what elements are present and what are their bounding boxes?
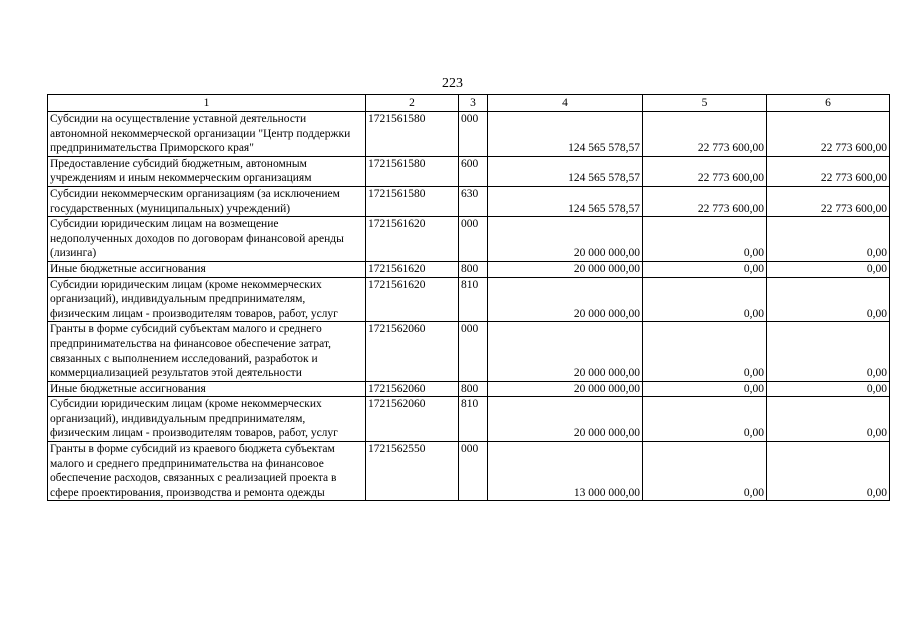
- column-header-5: 5: [643, 95, 767, 112]
- row-code: 1721561580: [366, 186, 459, 216]
- row-value-5: 0,00: [643, 442, 767, 501]
- column-header-4: 4: [488, 95, 643, 112]
- row-type: 800: [459, 261, 488, 277]
- row-name: Иные бюджетные ассигнования: [48, 381, 366, 397]
- row-type: 810: [459, 397, 488, 442]
- table-header-row: [48, 95, 890, 112]
- row-value-5: 0,00: [643, 277, 767, 322]
- row-value-6: 0,00: [767, 261, 890, 277]
- row-value-6: 0,00: [767, 322, 890, 381]
- row-value-6: 0,00: [767, 381, 890, 397]
- row-value-5: 22 773 600,00: [643, 186, 767, 216]
- row-value-6: 0,00: [767, 217, 890, 262]
- row-value-4: 20 000 000,00: [488, 397, 643, 442]
- row-code: 1721561620: [366, 217, 459, 262]
- row-value-5: 22 773 600,00: [643, 112, 767, 157]
- row-code: 1721561620: [366, 261, 459, 277]
- row-value-6: 22 773 600,00: [767, 156, 890, 186]
- row-code: 1721562060: [366, 381, 459, 397]
- row-name: Гранты в форме субсидий из краевого бюджета субъектам малого и среднего предпринимательства на финансовое обеспечение расходов, связанных с реализацией проекта в сфере проектирования, производства и ремонта одежды: [48, 442, 366, 501]
- row-value-4: 20 000 000,00: [488, 217, 643, 262]
- row-value-6: 0,00: [767, 442, 890, 501]
- row-code: 1721561580: [366, 156, 459, 186]
- page-number: 223: [442, 76, 463, 91]
- table-row: [48, 112, 890, 157]
- row-value-4: 20 000 000,00: [488, 381, 643, 397]
- row-type: 600: [459, 156, 488, 186]
- row-code: 1721562060: [366, 322, 459, 381]
- row-code: 1721562060: [366, 397, 459, 442]
- row-name: Субсидии на осуществление уставной деятельности автономной некоммерческой организации "Центр поддержки предпринимательства Приморского края": [48, 112, 366, 157]
- row-value-5: 22 773 600,00: [643, 156, 767, 186]
- row-value-5: 0,00: [643, 217, 767, 262]
- row-type: 000: [459, 112, 488, 157]
- row-code: 1721562550: [366, 442, 459, 501]
- table-row: [48, 322, 890, 381]
- row-value-4: 124 565 578,57: [488, 156, 643, 186]
- row-name: Предоставление субсидий бюджетным, автономным учреждениям и иным некоммерческим организациям: [48, 156, 366, 186]
- column-header-3: 3: [459, 95, 488, 112]
- row-value-4: 20 000 000,00: [488, 277, 643, 322]
- budget-table: [47, 94, 890, 501]
- row-value-5: 0,00: [643, 381, 767, 397]
- row-name: Субсидии юридическим лицам (кроме некоммерческих организаций), индивидуальным предпринимателям, физическим лицам - производителям товаров, работ, услуг: [48, 397, 366, 442]
- row-type: 000: [459, 322, 488, 381]
- table-row: [48, 442, 890, 501]
- row-code: 1721561620: [366, 277, 459, 322]
- row-name: Субсидии юридическим лицам на возмещение недополученных доходов по договорам финансовой аренды (лизинга): [48, 217, 366, 262]
- table-row: [48, 397, 890, 442]
- row-value-6: 22 773 600,00: [767, 112, 890, 157]
- column-header-1: 1: [48, 95, 366, 112]
- row-type: 000: [459, 217, 488, 262]
- row-value-5: 0,00: [643, 322, 767, 381]
- row-type: 810: [459, 277, 488, 322]
- table-row: [48, 261, 890, 277]
- row-value-6: 22 773 600,00: [767, 186, 890, 216]
- table-row: [48, 381, 890, 397]
- row-name: Гранты в форме субсидий субъектам малого и среднего предпринимательства на финансовое обеспечение затрат, связанных с выполнением исследований, разработок и коммерциализацией результатов этой деятельности: [48, 322, 366, 381]
- row-value-4: 20 000 000,00: [488, 322, 643, 381]
- row-name: Иные бюджетные ассигнования: [48, 261, 366, 277]
- row-code: 1721561580: [366, 112, 459, 157]
- row-value-4: 20 000 000,00: [488, 261, 643, 277]
- row-value-5: 0,00: [643, 397, 767, 442]
- column-header-2: 2: [366, 95, 459, 112]
- row-value-6: 0,00: [767, 397, 890, 442]
- row-value-6: 0,00: [767, 277, 890, 322]
- table-row: [48, 217, 890, 262]
- row-value-4: 13 000 000,00: [488, 442, 643, 501]
- row-type: 630: [459, 186, 488, 216]
- row-type: 000: [459, 442, 488, 501]
- table-row: [48, 156, 890, 186]
- table-row: [48, 186, 890, 216]
- row-value-4: 124 565 578,57: [488, 186, 643, 216]
- column-header-6: 6: [767, 95, 890, 112]
- table-row: [48, 277, 890, 322]
- row-value-5: 0,00: [643, 261, 767, 277]
- row-type: 800: [459, 381, 488, 397]
- row-value-4: 124 565 578,57: [488, 112, 643, 157]
- row-name: Субсидии некоммерческим организациям (за исключением государственных (муниципальных) учреждений): [48, 186, 366, 216]
- row-name: Субсидии юридическим лицам (кроме некоммерческих организаций), индивидуальным предпринимателям, физическим лицам - производителям товаров, работ, услуг: [48, 277, 366, 322]
